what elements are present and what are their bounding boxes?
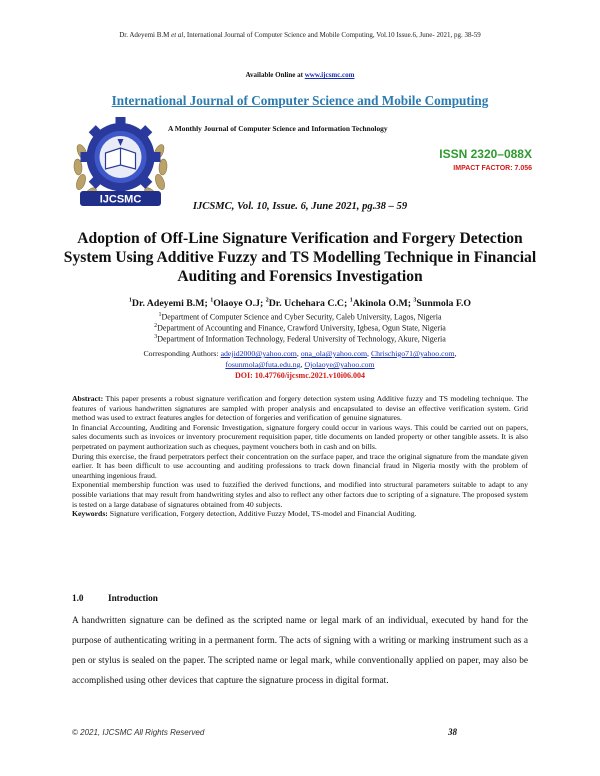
intro-paragraph: A handwritten signature can be defined as the scripted name or legal mark of an individual, executed by hand for the purpose of authenticating writing in a permanent form. The acts of signing with a writing or marking instrument such as a pen or stylus is sealed on the paper. The scripted name or legal mark, while conventionally applied on paper, may also be accomplished using other devices that capture the signature process in digital format. — [72, 616, 528, 686]
author: $^1$Dr. Adeyemi B.M; — [128, 298, 211, 310]
email-link[interactable]: ona_ola@yahoo.com — [300, 349, 368, 358]
abstract-paragraph: Abstract: This paper presents a robust signature verification and forgery detection system using Additive fuzzy and TS modeling technique. The features of various handwritten signatures are sampled with proper analysis and encapsulated to devise an effective verification system. Grid method was used to extract features angles for detection of forgeries and verification of genuine signatures. — [72, 394, 528, 423]
issn: ISSN 2320–088X — [439, 147, 532, 161]
logo-text: IJCSMC — [99, 193, 142, 206]
keywords: Keywords: Signature verification, Forgery detection, Additive Fuzzy Model, TS-model and Financial Auditing. — [72, 509, 417, 519]
abstract — [72, 394, 528, 519]
author: $^1$Akinola O.M; — [349, 298, 414, 310]
journal-website-link[interactable]: www.ijcsmc.com — [304, 71, 355, 79]
email-link[interactable]: fosunmola@futa.edu.ng — [225, 360, 301, 369]
available-online: Available Online at www.ijcsmc.com — [245, 71, 355, 79]
journal-name: International Journal of Computer Science and Mobile Computing — [111, 93, 489, 108]
section-title: Introduction — [108, 593, 158, 603]
copyright: © 2021, IJCSMC All Rights Reserved — [72, 728, 205, 737]
section-number: 1.0 — [72, 593, 84, 603]
corresponding-authors: Corresponding Authors: adejid2000@yahoo.com, ona_ola@yahoo.com, Chrischigo71@yahoo.com, fosunmola@futa.edu.ng, Ojolaoye@yahoo.com — [143, 349, 457, 369]
email-link[interactable]: Ojolaoye@yahoo.com — [304, 360, 375, 369]
abstract-paragraph: During this exercise, the fraud perpetrators perfect their concentration on the surface paper, and trace the original signature from the mandate given earlier. It has been difficult to use accounting and auditing professions to track down financial fraud in Nigeria mostly with the problem of unearthing ingenious fraud. — [72, 451, 528, 480]
author: $^2$Dr. Uchehara C.C; — [265, 298, 350, 310]
author: $^3$Sunmola F.O — [413, 298, 472, 310]
impact-factor: IMPACT FACTOR: 7.056 — [453, 165, 532, 172]
section-heading — [72, 593, 158, 603]
affiliation: $^2$Department of Accounting and Finance, Crawford University, Igbesa, Ogun State, Nigeria — [154, 323, 446, 333]
email-link[interactable]: Chrischigo71@yahoo.com — [370, 349, 455, 358]
abstract-paragraph: Exponential membership function was used to fuzzified the derived functions, and modified into structural parameters suitable to adapt to any possible variations that may result from handwriting styles and also to reflect any other factors due to scripting of a signature. The proposed system is tested on a large database of signatures obtained from 40 subjects. — [72, 480, 528, 509]
author: $^1$Olaoye O.J; — [210, 298, 266, 310]
affiliation: $^1$Department of Computer Science and Cyber Security, Caleb University, Lagos, Nigeria — [158, 312, 442, 322]
email-link[interactable]: adejid2000@yahoo.com — [220, 349, 297, 358]
journal-tagline: A Monthly Journal of Computer Science and Information Technology — [168, 124, 388, 133]
page-number: 38 — [448, 727, 457, 737]
affiliation: $^3$Department of Information Technology, Federal University of Technology, Akure, Nigeria — [154, 334, 446, 344]
doi: DOI: 10.47760/ijcsmc.2021.v10i06.004 — [235, 371, 365, 380]
abstract-paragraph: In financial Accounting, Auditing and Forensic Investigation, signature forgery could occur in various ways. This could be carried out on papers, sales documents such as invoices or inventory procurement requisition paper, title documents on landed property or other tangible assets. It is also perpetrated on payment authorization such as cheques, payment vouchers both in cash and on bills. — [72, 422, 528, 451]
running-head: Dr. Adeyemi B.M et al, International Journal of Computer Science and Mobile Computing, Vol.10 Issue.6, June- 2021, pg. 38-59 — [119, 31, 481, 39]
citation-line: IJCSMC, Vol. 10, Issue. 6, June 2021, pg.38 – 59 — [192, 201, 408, 212]
paper-title: Adoption of Off-Line Signature Verification and Forgery Detection System Using Additive Fuzzy and TS Modelling Technique in Financial Auditing and Forensics Investigation — [63, 230, 537, 285]
author-list — [0, 298, 600, 309]
